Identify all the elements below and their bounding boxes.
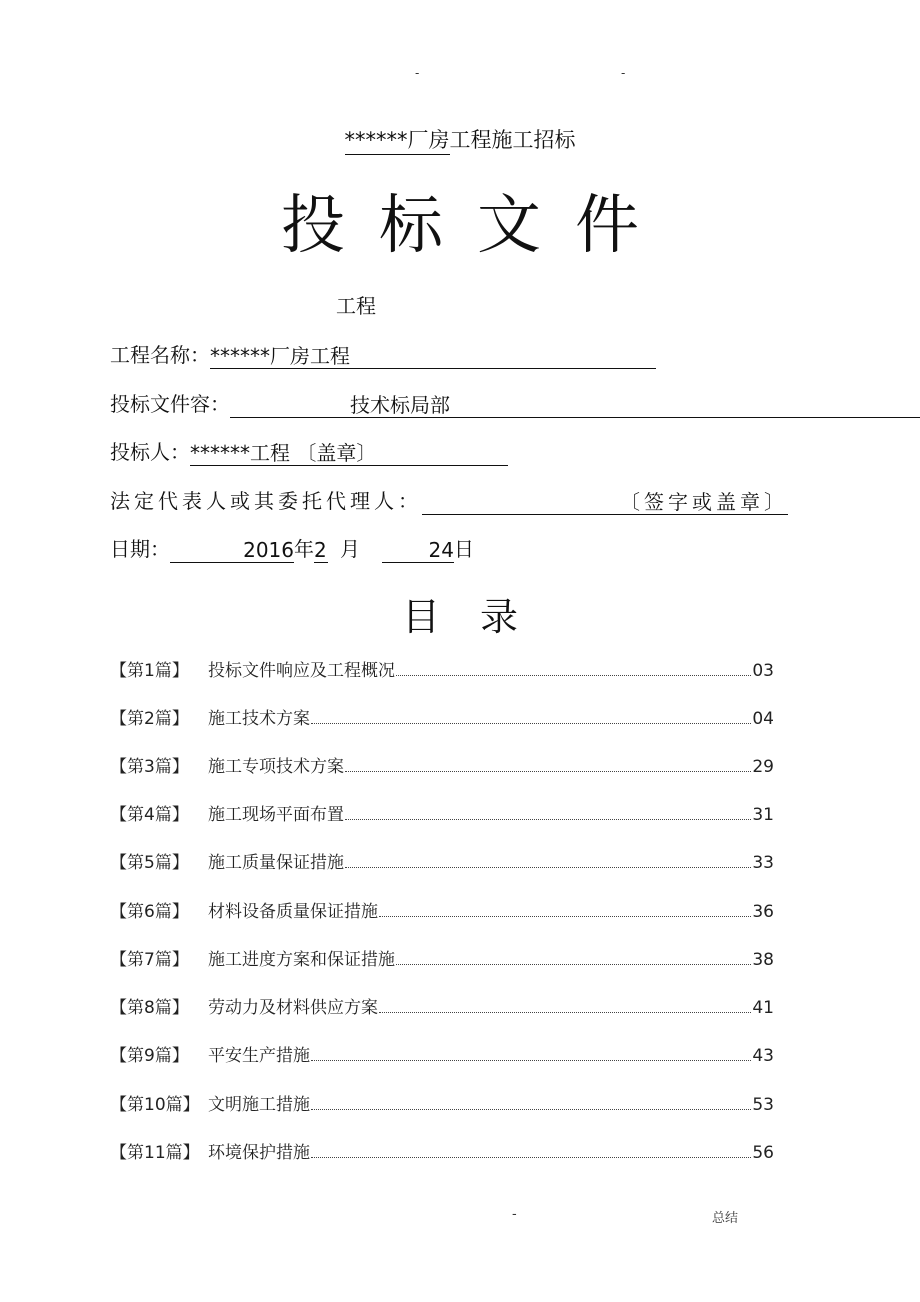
toc-page: 33 (752, 853, 774, 873)
toc-part: 【第5篇】 (110, 853, 189, 873)
toc-part: 【第2篇】 (110, 709, 189, 729)
toc-item-title: 文明施工措施 (208, 1095, 310, 1115)
header-dash-right: - (621, 66, 626, 80)
toc-item-title: 施工进度方案和保证措施 (208, 950, 395, 970)
date-field (110, 535, 474, 563)
toc-leader (379, 1012, 751, 1013)
cover-subtitle (0, 124, 920, 154)
toc-leader (311, 1109, 751, 1110)
toc-item[interactable] (110, 897, 774, 923)
toc-leader (311, 723, 751, 724)
representative-line (422, 488, 788, 515)
toc-leader (396, 675, 751, 676)
date-day-line (382, 536, 454, 563)
toc-part: 【第1篇】 (110, 661, 189, 681)
bid-content-line (230, 391, 920, 418)
representative-field (110, 487, 788, 515)
toc-item-title: 材料设备质量保证措施 (208, 902, 378, 922)
toc-part: 【第4篇】 (110, 805, 189, 825)
toc-page: 38 (752, 950, 774, 970)
toc-item-title: 施工质量保证措施 (208, 853, 344, 873)
toc-part: 【第6篇】 (110, 902, 189, 922)
project-name-line (210, 342, 656, 369)
toc-page: 04 (752, 709, 774, 729)
toc-item-title: 平安生产措施 (208, 1046, 310, 1066)
toc-leader (345, 867, 751, 868)
toc-item[interactable] (110, 800, 774, 826)
representative-label: 法定代表人或其委托代理人： (110, 489, 422, 513)
project-name-label: 工程名称： (110, 343, 210, 367)
toc-part: 【第7篇】 (110, 950, 189, 970)
toc-page: 43 (752, 1046, 774, 1066)
date-month-line (314, 536, 328, 563)
bid-content-field (110, 390, 920, 418)
project-name-value: ******厂房工程 (210, 344, 350, 368)
date-month-unit: 月 (340, 537, 360, 561)
project-label: 工程 (336, 294, 376, 318)
toc-item-title: 施工现场平面布置 (208, 805, 344, 825)
toc-page: 31 (752, 805, 774, 825)
toc-leader (396, 964, 751, 965)
toc-leader (345, 819, 751, 820)
toc-item[interactable] (110, 704, 774, 730)
toc-page: 41 (752, 998, 774, 1018)
toc-part: 【第3篇】 (110, 757, 189, 777)
toc-item-title: 施工技术方案 (208, 709, 310, 729)
footer-note: 总结 (712, 1211, 739, 1226)
toc-leader (311, 1157, 751, 1158)
toc-item[interactable] (110, 993, 774, 1019)
toc-item[interactable] (110, 1041, 774, 1067)
toc-page: 03 (752, 661, 774, 681)
toc-page: 36 (752, 902, 774, 922)
representative-value: 〔签字或盖章〕 (620, 490, 788, 514)
bidder-field (110, 438, 508, 466)
bidder-label: 投标人： (110, 440, 190, 464)
bidder-line (190, 439, 508, 466)
date-year: 2016 (243, 538, 294, 562)
toc-part: 【第9篇】 (110, 1046, 189, 1066)
subtitle-rest: 工程施工招标 (449, 128, 576, 152)
footer-dash: - (512, 1207, 517, 1222)
date-label: 日期： (110, 537, 170, 561)
date-year-unit: 年 (294, 537, 314, 561)
toc-title: 目录 (401, 595, 558, 639)
toc-item[interactable] (110, 1138, 774, 1164)
toc-page: 29 (752, 757, 774, 777)
date-month: 2 (314, 538, 327, 562)
toc-item[interactable] (110, 848, 774, 874)
bidder-value: ******工程 〔盖章〕 (190, 441, 377, 465)
toc-item[interactable] (110, 1090, 774, 1116)
toc-leader (379, 916, 751, 917)
toc-item-title: 劳动力及材料供应方案 (208, 998, 378, 1018)
date-day-unit: 日 (454, 537, 474, 561)
date-year-line (170, 536, 294, 563)
toc-item-title: 环境保护措施 (208, 1143, 310, 1163)
toc-item[interactable] (110, 656, 774, 682)
toc-item[interactable] (110, 945, 774, 971)
toc-item-title: 施工专项技术方案 (208, 757, 344, 777)
bid-content-value: 技术标局部 (350, 393, 450, 417)
project-name-field (110, 341, 656, 369)
toc-item[interactable] (110, 752, 774, 778)
header-dash-left: - (415, 66, 420, 80)
toc-part: 【第11篇】 (110, 1143, 200, 1163)
toc-part: 【第8篇】 (110, 998, 189, 1018)
subtitle-stars: ****** (345, 128, 408, 155)
bid-content-label: 投标文件容： (110, 392, 230, 416)
toc-page: 53 (752, 1095, 774, 1115)
toc-item-title: 投标文件响应及工程概况 (208, 661, 395, 681)
date-day: 24 (428, 538, 454, 562)
subtitle-underlined: 厂房 (408, 128, 450, 155)
toc-page: 56 (752, 1143, 774, 1163)
toc-leader (345, 771, 751, 772)
main-title: 投标文件 (281, 189, 673, 263)
toc-part: 【第10篇】 (110, 1095, 200, 1115)
toc-leader (311, 1060, 751, 1061)
